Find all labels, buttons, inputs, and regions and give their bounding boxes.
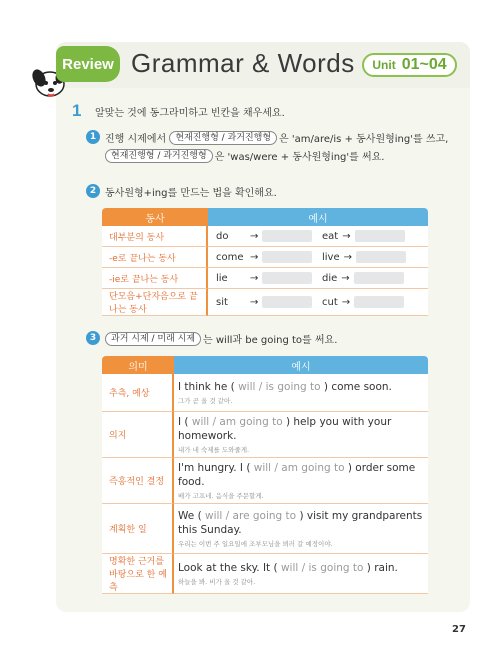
review-badge: Review xyxy=(56,46,120,82)
answer-blank[interactable] xyxy=(354,272,404,284)
tense-choice-pill-3[interactable]: 과거 시제 / 미래 시제 xyxy=(105,332,201,346)
meaning-label: 즉흥적인 결정 xyxy=(102,458,174,504)
arrow-icon: → xyxy=(250,296,259,308)
col-header-meaning: 의미 xyxy=(102,356,174,374)
table-row xyxy=(102,504,428,554)
answer-blank[interactable] xyxy=(262,272,312,284)
item-3-text: 는 will과 be going to를 써요. xyxy=(203,335,338,346)
table-row xyxy=(102,226,428,247)
unit-badge xyxy=(362,53,457,77)
item-1-line-1 xyxy=(105,130,448,145)
arrow-icon: → xyxy=(250,230,259,242)
table-row xyxy=(102,458,428,504)
arrow-icon: → xyxy=(250,251,259,263)
answer-blank[interactable] xyxy=(356,251,406,263)
page-title: Grammar & Words xyxy=(131,48,355,78)
translation: 우리는 이번 주 일요일에 조부모님을 뵈러 갈 예정이야. xyxy=(178,540,333,548)
rule-label: -e로 끝나는 동사 xyxy=(102,247,208,268)
answer-blank[interactable] xyxy=(354,296,404,308)
choice-option[interactable]: will / are going to xyxy=(201,510,300,522)
col-header-verb: 동사 xyxy=(102,208,208,226)
verb-word: lie xyxy=(216,272,228,284)
verb-word: live xyxy=(322,251,340,263)
tense-choice-pill-1[interactable]: 현재진행형 / 과거진행형 xyxy=(169,131,277,145)
meaning-label: 계획한 일 xyxy=(102,504,174,554)
unit-label: Unit xyxy=(372,58,396,72)
item-1-text-post: 은 'am/are/is + 동사원형ing'를 쓰고, xyxy=(279,134,449,145)
meaning-label: 명확한 근거를 바탕으로 한 예측 xyxy=(102,554,174,594)
item-3-line xyxy=(105,331,337,346)
choice-option[interactable]: will / is going to xyxy=(234,381,324,393)
translation: 내가 네 숙제를 도와줄게. xyxy=(178,446,250,454)
arrow-icon: → xyxy=(342,230,351,242)
translation: 그가 곧 올 것 같아. xyxy=(178,397,233,405)
answer-blank[interactable] xyxy=(355,230,405,242)
verb-word: die xyxy=(322,272,338,284)
arrow-icon: → xyxy=(341,272,350,284)
table-row xyxy=(102,554,428,594)
verb-word: eat xyxy=(322,230,339,242)
tense-choice-pill-2[interactable]: 현재진행형 / 과거진행형 xyxy=(105,149,213,163)
example-sentence: I ( will / am going to ) help you with your homework. xyxy=(178,416,392,442)
example-sentence: Look at the sky. It ( will / is going to ) rain. xyxy=(178,562,398,574)
will-going-to-table xyxy=(102,356,428,594)
answer-blank[interactable] xyxy=(262,296,312,308)
verb-word: sit xyxy=(216,296,228,308)
example-sentence: We ( will / are going to ) visit my grandparents this Sunday. xyxy=(178,510,423,536)
item-2-number: 2 xyxy=(86,184,100,198)
question-number: 1 xyxy=(72,101,82,120)
item-1-text-pre: 진행 시제에서 xyxy=(105,134,167,145)
translation: 배가 고프네. 음식을 주문할게. xyxy=(178,492,264,500)
rule-label: 대부분의 동사 xyxy=(102,226,208,247)
unit-range: 01~04 xyxy=(401,56,447,73)
translation: 하늘을 봐. 비가 올 것 같아. xyxy=(178,578,256,586)
verb-word: cut xyxy=(322,296,338,308)
verb-word: do xyxy=(216,230,229,242)
meaning-label: 의지 xyxy=(102,412,174,458)
answer-blank[interactable] xyxy=(262,251,312,263)
col-header-example: 예시 xyxy=(174,356,428,374)
choice-option[interactable]: will / am going to xyxy=(250,462,348,474)
table-row xyxy=(102,268,428,289)
example-sentence: I'm hungry. I ( will / am going to ) order some food. xyxy=(178,462,416,488)
arrow-icon: → xyxy=(250,272,259,284)
example-sentence: I think he ( will / is going to ) come soon. xyxy=(178,381,392,393)
col-header-example: 예시 xyxy=(208,208,428,226)
rule-label: -ie로 끝나는 동사 xyxy=(102,268,208,289)
table-row xyxy=(102,374,428,412)
arrow-icon: → xyxy=(343,251,353,263)
item-1-line-2 xyxy=(105,148,384,163)
choice-option[interactable]: will / am going to xyxy=(188,416,286,428)
ing-rules-table xyxy=(102,208,428,316)
item-1-text-2: 은 'was/were + 동사원형ing'를 써요. xyxy=(214,152,385,163)
table-row xyxy=(102,412,428,458)
rule-label: 단모음+단자음으로 끝나는 동사 xyxy=(102,289,208,316)
page-number: 27 xyxy=(452,624,466,635)
arrow-icon: → xyxy=(341,296,351,308)
meaning-label: 추측, 예상 xyxy=(102,374,174,412)
verb-word: come xyxy=(216,251,244,263)
item-2-text: 동사원형+ing를 만드는 법을 확인해요. xyxy=(105,188,277,199)
choice-option[interactable]: will / is going to xyxy=(277,562,367,574)
item-3-number: 3 xyxy=(86,331,100,345)
item-1-number: 1 xyxy=(86,130,100,144)
table-row xyxy=(102,247,428,268)
answer-blank[interactable] xyxy=(262,230,312,242)
table-row xyxy=(102,289,428,316)
question-instruction: 알맞는 것에 동그라미하고 빈칸을 채우세요. xyxy=(95,108,285,119)
